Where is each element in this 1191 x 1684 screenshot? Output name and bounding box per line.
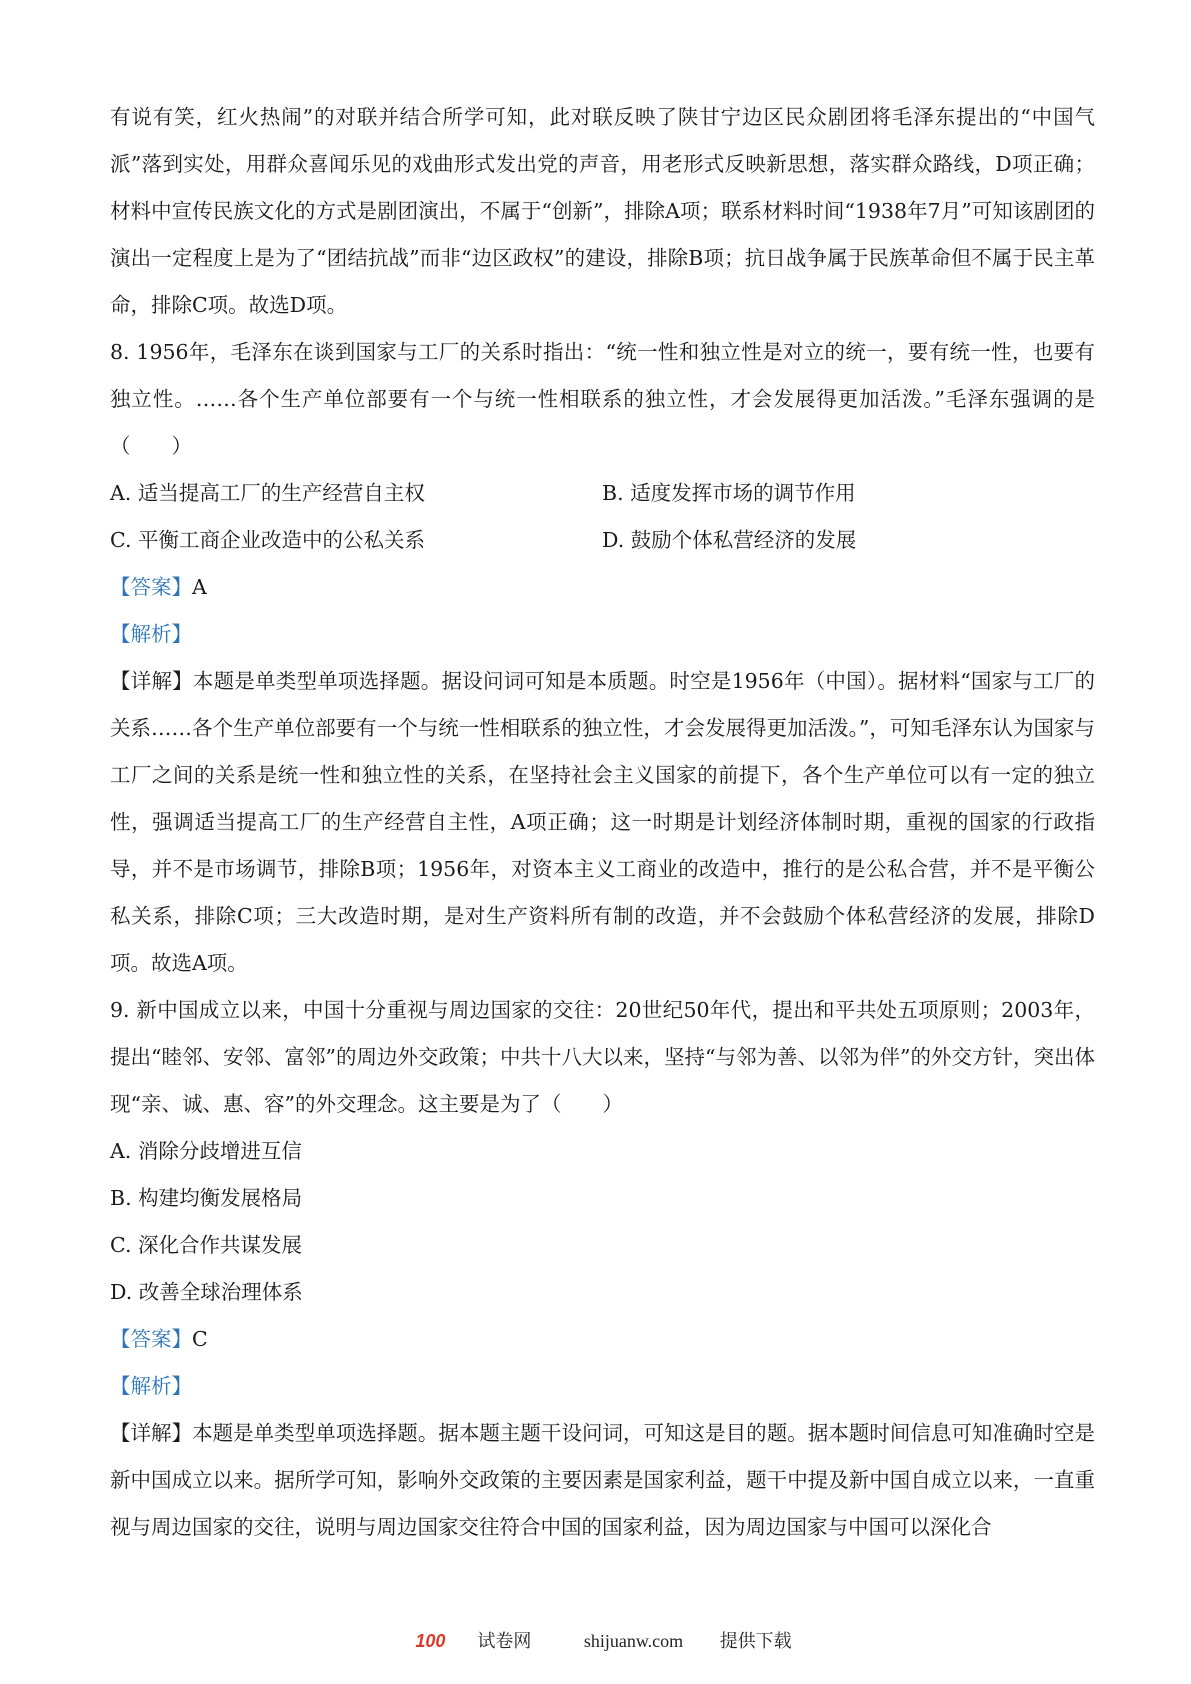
- detail-text: 本题是单类型单项选择题。据设问词可知是本质题。时空是1956年（中国）。据材料“国家与工厂的关系……各个生产单位部要有一个与统一性相联系的独立性，才会发展得更加活泼。”，可知毛泽东认为国家与工厂之间的关系是统一性和独立性的关系，在坚持社会主义国家的前提下，各个生产单位可以有一定的独立性，强调适当提高工厂的生产经营自主性，A项正确；这一时期是计划经济体制时期，重视的国家的行政指导，并不是市场调节，排除B项；1956年，对资本主义工商业的改造中，推行的是公私合营，并不是平衡公私关系，排除C项；三大改造时期，是对生产资料所有制的改造，并不会鼓励个体私营经济的发展，排除D项。故选A项。: [110, 669, 1096, 975]
- question-9-option-a: A. 消除分歧增进互信: [110, 1139, 302, 1163]
- question-8-stem: 8. 1956年，毛泽东在谈到国家与工厂的关系时指出：“统一性和独立性是对立的统一，要有统一性，也要有独立性。……各个生产单位部要有一个与统一性相联系的独立性，才会发展得更加活泼。”毛泽东强调的是（ ）: [110, 340, 1095, 458]
- answer-tag: 【答案】: [110, 575, 192, 599]
- question-8-detail: [110, 658, 1095, 987]
- question-8-options-row-2: [110, 517, 1095, 564]
- question-9-stem: 9. 新中国成立以来，中国十分重视与周边国家的交往：20世纪50年代，提出和平共处五项原则；2003年，提出“睦邻、安邻、富邻”的周边外交政策；中共十八大以来，坚持“与邻为善、以邻为伴”的外交方针，突出体现“亲、诚、惠、容”的外交理念。这主要是为了（ ）: [110, 998, 1095, 1116]
- answer-value: C: [192, 1327, 208, 1351]
- question-8-option-c: C. 平衡工商企业改造中的公私关系: [110, 528, 425, 552]
- detail-tag: 【详解】: [110, 669, 193, 693]
- question-8-options-row-1: [110, 470, 1095, 517]
- question-8-answer: [110, 564, 1095, 611]
- footer-note: 提供下载: [719, 1631, 792, 1651]
- answer-value: A: [192, 575, 207, 599]
- question-9-option-c: C. 深化合作共谋发展: [110, 1233, 302, 1257]
- footer-site-link[interactable]: shijuanw.com: [583, 1631, 684, 1651]
- question-9-answer: [110, 1316, 1095, 1363]
- question-9-option-b: B. 构建均衡发展格局: [110, 1186, 303, 1210]
- footer-logo[interactable]: [399, 1631, 547, 1651]
- question-8-option-d: D. 鼓励个体私营经济的发展: [602, 528, 857, 552]
- logo-number: 100: [415, 1631, 446, 1651]
- question-9-detail: [110, 1410, 1095, 1551]
- logo-text: 试卷网: [477, 1631, 532, 1651]
- question-9: [110, 987, 1095, 1551]
- question-8-option-b: B. 适度发挥市场的调节作用: [602, 481, 856, 505]
- analysis-tag: 【解析】: [110, 622, 192, 646]
- detail-tag: 【详解】: [110, 1421, 193, 1445]
- page-footer: [0, 1628, 1191, 1654]
- document-body: [110, 94, 1095, 1551]
- question-8: [110, 329, 1095, 987]
- question-8-analysis-heading: [110, 611, 1095, 658]
- question-9-option-d: D. 改善全球治理体系: [110, 1280, 303, 1304]
- previous-analysis-paragraph: 有说有笑，红火热闹”的对联并结合所学可知，此对联反映了陕甘宁边区民众剧团将毛泽东提出的“中国气派”落到实处，用群众喜闻乐见的戏曲形式发出党的声音，用老形式反映新思想，落实群众路线，D项正确；材料中宣传民族文化的方式是剧团演出，不属于“创新”，排除A项；联系材料时间“1938年7月”可知该剧团的演出一定程度上是为了“团结抗战”而非“边区政权”的建设，排除B项；抗日战争属于民族革命但不属于民主革命，排除C项。故选D项。: [110, 105, 1095, 317]
- question-9-analysis-heading: [110, 1363, 1095, 1410]
- analysis-tag: 【解析】: [110, 1374, 192, 1398]
- detail-text: 本题是单类型单项选择题。据本题主题干设问词，可知这是目的题。据本题时间信息可知准确时空是新中国成立以来。据所学可知，影响外交政策的主要因素是国家利益，题干中提及新中国自成立以来，一直重视与周边国家的交往，说明与周边国家交往符合中国的国家利益，因为周边国家与中国可以深化合: [110, 1421, 1096, 1539]
- answer-tag: 【答案】: [110, 1327, 192, 1351]
- question-8-option-a: A. 适当提高工厂的生产经营自主权: [110, 481, 425, 505]
